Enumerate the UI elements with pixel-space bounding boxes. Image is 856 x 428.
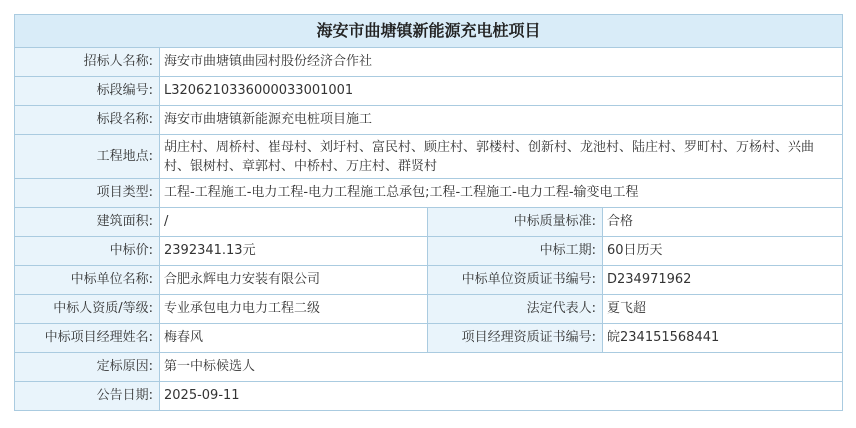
duration-label: 中标工期: [428, 237, 603, 266]
table-title: 海安市曲塘镇新能源充电桩项目 [15, 15, 843, 48]
section-name-label: 标段名称: [15, 106, 160, 135]
row-area-quality [15, 208, 843, 237]
qualification-value: 专业承包电力电力工程二级 [160, 295, 428, 324]
row-manager [15, 324, 843, 353]
tenderer-label: 招标人名称: [15, 48, 160, 77]
qualification-label: 中标人资质/等级: [15, 295, 160, 324]
date-value: 2025-09-11 [160, 382, 843, 411]
row-section-name [15, 106, 843, 135]
row-winner [15, 266, 843, 295]
winner-cert-value: D234971962 [603, 266, 843, 295]
winner-label: 中标单位名称: [15, 266, 160, 295]
bid-result-table [14, 14, 843, 411]
quality-label: 中标质量标准: [428, 208, 603, 237]
row-price-duration [15, 237, 843, 266]
section-no-label: 标段编号: [15, 77, 160, 106]
price-value: 2392341.13元 [160, 237, 428, 266]
row-tenderer [15, 48, 843, 77]
duration-value: 60日历天 [603, 237, 843, 266]
location-label: 工程地点: [15, 135, 160, 179]
area-label: 建筑面积: [15, 208, 160, 237]
quality-value: 合格 [603, 208, 843, 237]
section-name-value: 海安市曲塘镇新能源充电桩项目施工 [160, 106, 843, 135]
price-label: 中标价: [15, 237, 160, 266]
area-value: / [160, 208, 428, 237]
row-qualification [15, 295, 843, 324]
section-no-value: L3206210336000033001001 [160, 77, 843, 106]
row-section-no [15, 77, 843, 106]
date-label: 公告日期: [15, 382, 160, 411]
row-reason [15, 353, 843, 382]
winner-value: 合肥永辉电力安装有限公司 [160, 266, 428, 295]
manager-cert-value: 皖234151568441 [603, 324, 843, 353]
legal-rep-value: 夏飞超 [603, 295, 843, 324]
row-project-type [15, 179, 843, 208]
manager-cert-label: 项目经理资质证书编号: [428, 324, 603, 353]
project-type-label: 项目类型: [15, 179, 160, 208]
bid-result-table-container [14, 14, 842, 411]
manager-value: 梅春风 [160, 324, 428, 353]
reason-label: 定标原因: [15, 353, 160, 382]
reason-value: 第一中标候选人 [160, 353, 843, 382]
winner-cert-label: 中标单位资质证书编号: [428, 266, 603, 295]
project-type-value: 工程-工程施工-电力工程-电力工程施工总承包;工程-工程施工-电力工程-输变电工程 [160, 179, 843, 208]
location-value: 胡庄村、周桥村、崔母村、刘圩村、富民村、顾庄村、郭楼村、创新村、龙池村、陆庄村、罗町村、万杨村、兴曲村、银树村、章郭村、中桥村、万庄村、群贤村 [160, 135, 843, 179]
manager-label: 中标项目经理姓名: [15, 324, 160, 353]
title-row [15, 15, 843, 48]
row-date [15, 382, 843, 411]
row-location [15, 135, 843, 179]
tenderer-value: 海安市曲塘镇曲园村股份经济合作社 [160, 48, 843, 77]
legal-rep-label: 法定代表人: [428, 295, 603, 324]
